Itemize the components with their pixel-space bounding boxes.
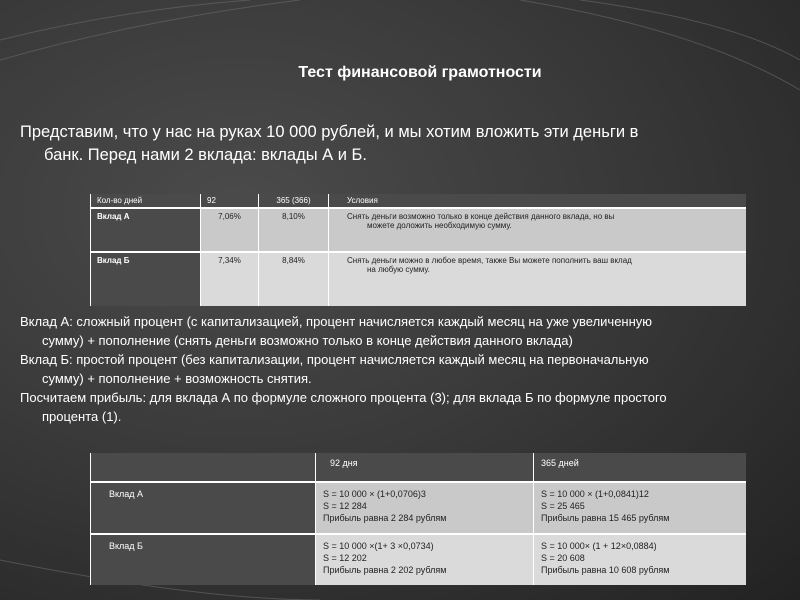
conditions-cell — [329, 208, 747, 252]
rate-365: 8,10% — [259, 208, 329, 252]
row-name: Вклад Б — [91, 252, 201, 306]
table-header-row — [91, 453, 747, 482]
formula: S = 10 000 ×(1+ 3 ×0,0734) — [323, 541, 434, 551]
intro-line-1: Представим, что у нас на руках 10 000 рублей, и мы хотим вложить эти деньги в — [20, 123, 639, 141]
table-header-row — [91, 194, 747, 208]
profit: Прибыль равна 2 284 рублям — [323, 513, 447, 523]
conditions-line-2: можете доложить необходимую сумму. — [367, 221, 512, 230]
sum: S = 12 202 — [323, 553, 367, 563]
formula: S = 10 000× (1 + 12×0,0884) — [541, 541, 657, 551]
rate-92: 7,06% — [201, 208, 259, 252]
deposit-b-line-1: Вклад Б: простой процент (без капитализации, процент начисляется каждый месяц на первоначальную — [20, 352, 649, 367]
calc-92-cell — [316, 482, 534, 534]
table-row — [91, 482, 747, 534]
formula: S = 10 000 × (1+0,0706)3 — [323, 489, 426, 499]
header-empty — [91, 453, 316, 482]
calc-line-1: Посчитаем прибыль: для вклада А по формуле сложного процента (3); для вклада Б по формуле простого — [20, 390, 667, 405]
sum: S = 12 284 — [323, 501, 367, 511]
deposit-a-line-1: Вклад А: сложный процент (с капитализацией, процент начисляется каждый месяц на уже увеличенную — [20, 314, 653, 329]
profit: Прибыль равна 10 608 рублям — [541, 565, 670, 575]
calc-92-cell — [316, 534, 534, 585]
header-conditions: Условия — [329, 194, 747, 208]
deposit-b-line-2: сумму) + пополнение + возможность снятия. — [42, 371, 312, 386]
page-title: Тест финансовой грамотности — [298, 64, 542, 81]
profit: Прибыль равна 15 465 рублям — [541, 513, 670, 523]
row-name: Вклад Б — [91, 534, 316, 585]
calc-line-2: процента (1). — [42, 409, 122, 424]
header-92-days: 92 дня — [316, 453, 534, 482]
calc-365-cell — [534, 482, 747, 534]
conditions-line-2: на любую сумму. — [367, 265, 430, 274]
header-days: Кол-во дней — [91, 194, 201, 208]
formula: S = 10 000 × (1+0,0841)12 — [541, 489, 649, 499]
table-row — [91, 252, 747, 306]
profit-table — [90, 453, 746, 585]
rate-92: 7,34% — [201, 252, 259, 306]
row-name: Вклад А — [91, 208, 201, 252]
deposit-a-line-2: сумму) + пополнение (снять деньги возможно только в конце действия данного вклада) — [42, 333, 573, 348]
sum: S = 20 608 — [541, 553, 585, 563]
row-name: Вклад А — [91, 482, 316, 534]
conditions-line-1: Снять деньги можно в любое время, также Вы можете пополнить ваш вклад — [347, 256, 632, 265]
intro-text — [20, 121, 780, 167]
calc-365-cell — [534, 534, 747, 585]
rate-365: 8,84% — [259, 252, 329, 306]
explanation-text — [20, 312, 795, 426]
conditions-line-1: Снять деньги возможно только в конце действия данного вклада, но вы — [347, 212, 615, 221]
header-365-days: 365 дней — [534, 453, 747, 482]
table-row — [91, 208, 747, 252]
header-92: 92 — [201, 194, 259, 208]
profit: Прибыль равна 2 202 рублям — [323, 565, 447, 575]
intro-line-2: банк. Перед нами 2 вклада: вклады А и Б. — [44, 146, 367, 164]
sum: S = 25 465 — [541, 501, 585, 511]
conditions-cell — [329, 252, 747, 306]
deposit-rates-table — [90, 194, 746, 306]
table-row — [91, 534, 747, 585]
header-365: 365 (366) — [259, 194, 329, 208]
